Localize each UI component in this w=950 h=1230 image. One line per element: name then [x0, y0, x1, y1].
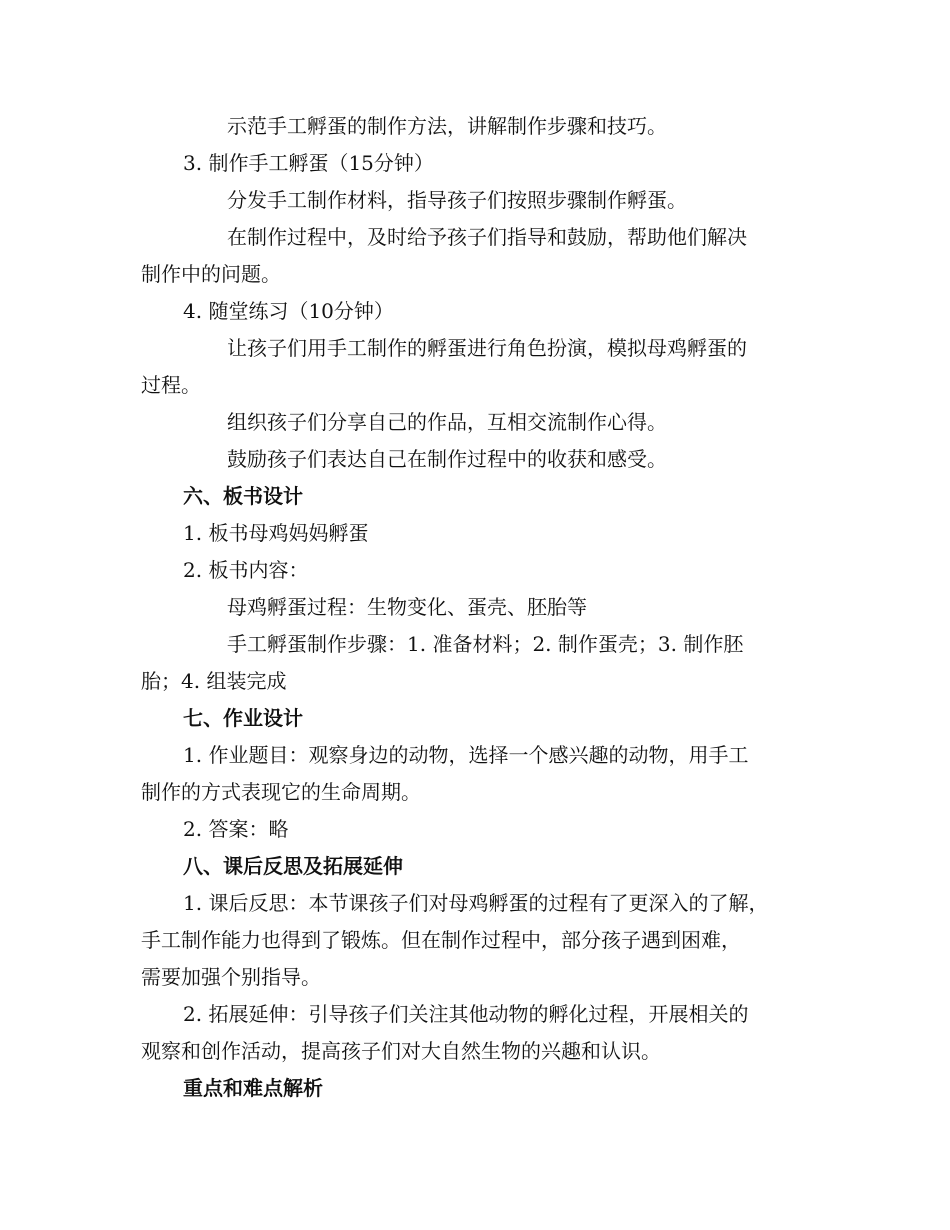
- section-heading: 重点和难点解析: [183, 1076, 323, 1100]
- text-line: 过程。: [141, 373, 201, 397]
- text-line: 制作中的问题。: [141, 262, 281, 286]
- text-line: 示范手工孵蛋的制作方法，讲解制作步骤和技巧。: [227, 114, 667, 138]
- text-line: 母鸡孵蛋过程：生物变化、蛋壳、胚胎等: [227, 595, 587, 619]
- list-item: 2. 拓展延伸：引导孩子们关注其他动物的孵化过程，开展相关的: [183, 1002, 749, 1026]
- text-line: 让孩子们用手工制作的孵蛋进行角色扮演，模拟母鸡孵蛋的: [227, 336, 747, 360]
- text-line: 在制作过程中，及时给予孩子们指导和鼓励，帮助他们解决: [227, 225, 747, 249]
- section-heading: 七、作业设计: [183, 706, 303, 730]
- list-item: 4. 随堂练习（10分钟）: [183, 299, 394, 323]
- section-heading: 六、板书设计: [183, 484, 303, 508]
- text-line: 分发手工制作材料，指导孩子们按照步骤制作孵蛋。: [227, 188, 687, 212]
- list-item: 1. 课后反思：本节课孩子们对母鸡孵蛋的过程有了更深入的了解，: [183, 891, 769, 915]
- text-line: 鼓励孩子们表达自己在制作过程中的收获和感受。: [227, 447, 667, 471]
- text-line: 观察和创作活动，提高孩子们对大自然生物的兴趣和认识。: [141, 1039, 661, 1063]
- text-line: 手工制作能力也得到了锻炼。但在制作过程中，部分孩子遇到困难，: [141, 928, 741, 952]
- text-line: 胎；4. 组装完成: [141, 669, 287, 693]
- text-line: 组织孩子们分享自己的作品，互相交流制作心得。: [227, 410, 667, 434]
- list-item: 3. 制作手工孵蛋（15分钟）: [183, 151, 434, 175]
- list-item: 2. 答案：略: [183, 817, 289, 841]
- list-item: 2. 板书内容：: [183, 558, 309, 582]
- list-item: 1. 板书母鸡妈妈孵蛋: [183, 521, 369, 545]
- text-line: 手工孵蛋制作步骤：1. 准备材料；2. 制作蛋壳；3. 制作胚: [227, 632, 744, 656]
- text-line: 需要加强个别指导。: [141, 965, 321, 989]
- text-line: 制作的方式表现它的生命周期。: [141, 780, 421, 804]
- document-body: [141, 108, 811, 1107]
- section-heading: 八、课后反思及拓展延伸: [183, 854, 403, 878]
- list-item: 1. 作业题目：观察身边的动物，选择一个感兴趣的动物，用手工: [183, 743, 749, 767]
